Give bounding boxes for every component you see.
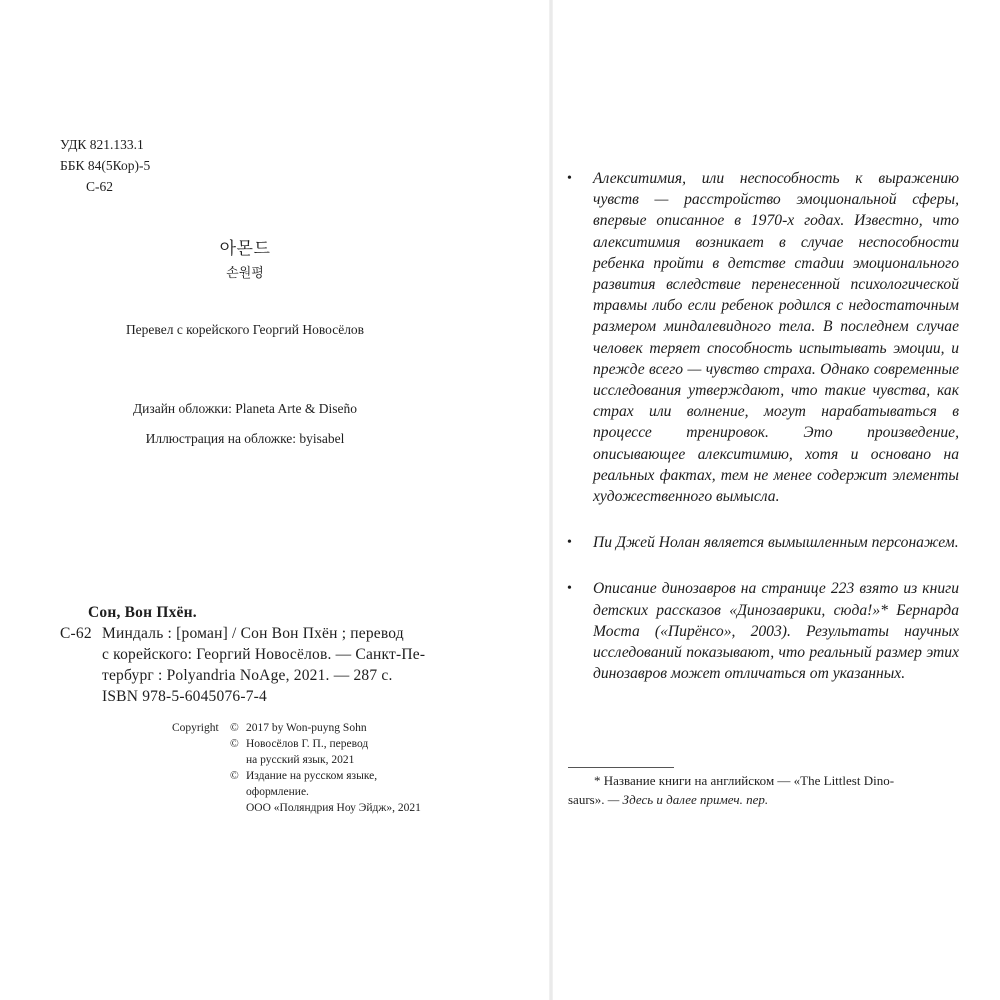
- translator-credit: Перевел с корейского Георгий Новосёлов: [125, 322, 365, 337]
- catalog-heading: Сон, Вон Пхён.: [88, 604, 197, 621]
- note-alexithymia: [567, 168, 959, 507]
- original-title: 아몬드: [219, 239, 271, 259]
- bullet-icon: •: [567, 171, 572, 186]
- note-text: Пи Джей Нолан является вымышленным персонажем.: [593, 534, 959, 552]
- cover-illustration-credit: Иллюстрация на обложке: byisabel: [145, 431, 345, 446]
- catalog-isbn: ISBN 978-5-6045076-7-4: [102, 688, 267, 705]
- cover-design-credit: Дизайн обложки: Planeta Arte & Diseño: [132, 401, 358, 416]
- bullet-icon: •: [567, 581, 572, 597]
- copyright-symbol-2: ©: [230, 738, 239, 750]
- note-text: Описание динозавров на странице 223 взято из книги детских рассказов «Динозаврики, сюда!»* Бернарда Моста («Пирёнсо», 2003). Результаты научных исследований показывают, что реальный размер этих динозавров может отличаться от указанных.: [593, 580, 959, 683]
- original-author: 손원평: [226, 266, 264, 281]
- footnote-line-1: * Название книги на английском — «The Littlest Dino-: [594, 773, 895, 788]
- note-text: Алекситимия, или неспособность к выражению чувств — расстройство эмоциональной сферы, впервые описанное в 1970-х годах. Известно, что алекситимия возникает в случае неспособности ребенка пройти в детстве стадии эмоционального развития вследствие перенесенной психологической травмы либо если ребенок родился с недостаточным размером миндалевидного тела. В последнем случае человек теряет способность испытывать эмоции, и прежде всего — чувство страха. Однако современные исследования утверждают, что такие чувства, как страх или волнение, могут нарабатываться в процессе тренировок. Это произведение, описывающее алекситимию, хотя и основано на реальных фактах, тем не менее содержит элементы художественного вымысла.: [593, 170, 959, 506]
- catalog-text-1: Миндаль : [роман] / Сон Вон Пхён ; перевод: [102, 625, 404, 642]
- right-page: [553, 0, 1000, 1000]
- copyright-block: [172, 720, 421, 816]
- note-dinosaurs: [567, 578, 959, 684]
- udk-code: УДК 821.133.1: [60, 137, 144, 152]
- author-notes: [567, 168, 959, 709]
- bbk-code: ББК 84(5Кор)-5: [60, 158, 151, 173]
- copyright-line-1: 2017 by Won-puyng Sohn: [246, 722, 367, 734]
- catalog-line-1: [60, 623, 480, 644]
- copyright-row-3: [172, 768, 421, 784]
- copyright-line-2a: Новосёлов Г. П., перевод: [246, 738, 369, 750]
- footnote-translator-note: — Здесь и далее примеч. пер.: [604, 792, 769, 807]
- copyright-symbol-3: ©: [230, 770, 239, 782]
- catalog-line-2: с корейского: Георгий Новосёлов. — Санкт-Пе-: [102, 646, 426, 663]
- bullet-icon: •: [567, 535, 572, 551]
- note-pj-nolan: [567, 532, 959, 553]
- footnote: [568, 771, 953, 809]
- footnote-line-2: [568, 790, 953, 809]
- catalog-code: С-62: [60, 625, 92, 642]
- copyright-line-3a: Издание на русском языке,: [246, 770, 378, 782]
- copyright-line-3b: оформление.: [246, 786, 309, 798]
- catalog-line-3: тербург : Polyandria NoAge, 2021. — 287 с.: [102, 667, 393, 684]
- copyright-row-2: [172, 736, 421, 752]
- catalog-card: [60, 602, 480, 707]
- classification-codes: [60, 134, 150, 197]
- copyright-line-2b: на русский язык, 2021: [246, 754, 355, 766]
- copyright-row-1: [172, 720, 421, 736]
- copyright-symbol-1: ©: [230, 722, 239, 734]
- copyright-line-3c: ООО «Поляндрия Ноу Эйдж», 2021: [246, 802, 421, 814]
- footnote-book-end: saurs».: [568, 792, 605, 807]
- copyright-label: Copyright: [172, 722, 219, 734]
- footnote-divider: [568, 767, 674, 768]
- cutter-code: С-62: [86, 179, 113, 194]
